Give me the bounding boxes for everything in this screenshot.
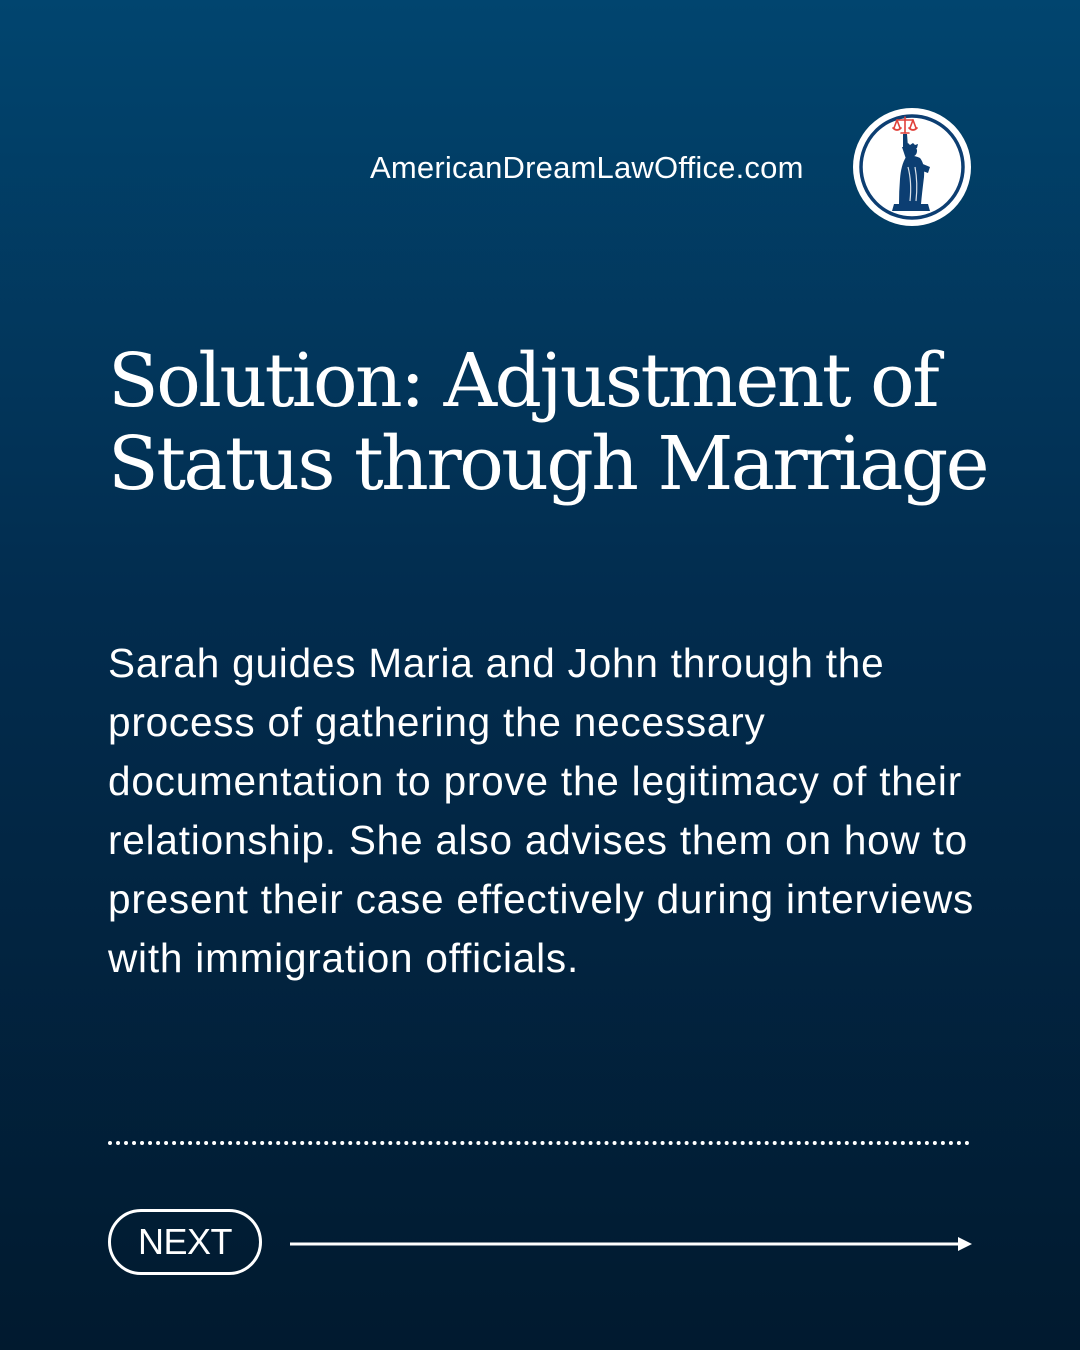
arrow-right-icon[interactable] — [290, 1234, 974, 1254]
site-url[interactable]: AmericanDreamLawOffice.com — [370, 150, 804, 185]
body-paragraph: Sarah guides Maria and John through the process of gathering the necessary documentation to prove the legitimacy of their relationship. She also advises them on how to present their case effectively during interviews with immigration officials. — [108, 640, 975, 981]
dotted-divider — [108, 1141, 970, 1145]
page-title: Solution: Adjustment of Status through Marriage — [108, 338, 988, 507]
statue-of-liberty-logo-icon — [852, 107, 972, 227]
next-button[interactable]: NEXT — [108, 1209, 262, 1275]
